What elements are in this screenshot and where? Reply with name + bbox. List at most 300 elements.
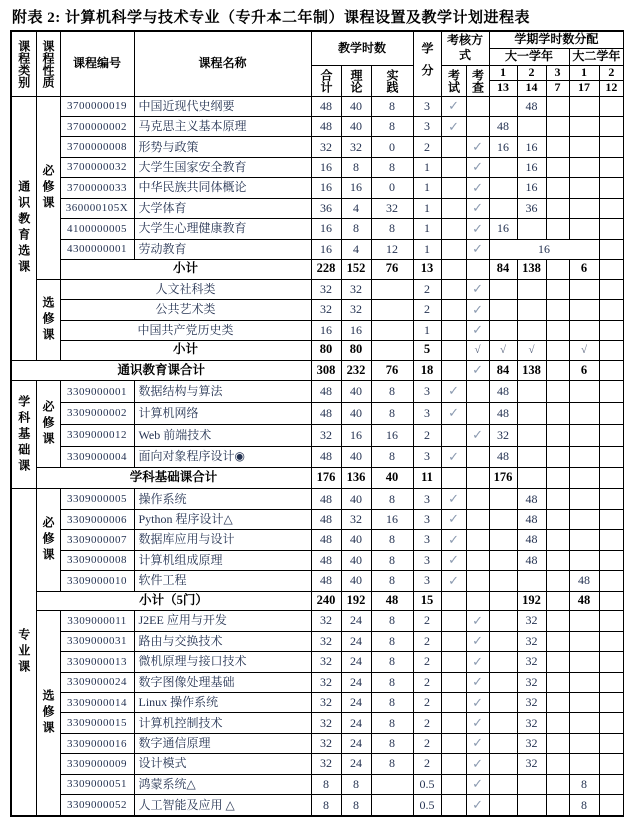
cell-credits: 1 xyxy=(413,219,441,239)
cell-year2-sem1 xyxy=(569,137,599,157)
checkmark-icon: ✓ xyxy=(466,693,489,713)
cell-year2-sem2 xyxy=(599,239,624,259)
cell-hours-theory: 152 xyxy=(341,260,371,280)
cell-course-code: 3309000001 xyxy=(60,381,134,403)
cell-hours-theory: 24 xyxy=(341,693,371,713)
cell-year2-sem2 xyxy=(599,509,624,529)
cell-year2-sem1 xyxy=(569,509,599,529)
cell-year2-sem2 xyxy=(599,320,624,340)
checkmark-icon: ✓ xyxy=(466,652,489,672)
cell-year1-sem3 xyxy=(546,795,569,816)
cell-year1-sem3 xyxy=(546,693,569,713)
cell-hours-practice: 16 xyxy=(371,509,413,529)
cell-year1-sem2 xyxy=(517,795,546,816)
cell-year1-sem2: 32 xyxy=(517,672,546,692)
cell-credits: 2 xyxy=(413,424,441,446)
cell-year2-sem2 xyxy=(599,652,624,672)
cell-hours-theory: 8 xyxy=(341,774,371,794)
section-total-label: 通识教育课合计 xyxy=(11,360,311,380)
cell-year2-sem1 xyxy=(569,219,599,239)
cell-hours-theory: 32 xyxy=(341,279,371,299)
cell-year2-sem2 xyxy=(599,754,624,774)
cell-check-cell xyxy=(466,260,489,280)
cell-year2-sem1 xyxy=(569,754,599,774)
cell-hours-theory: 40 xyxy=(341,550,371,570)
cell-hours-total: 48 xyxy=(311,446,341,468)
cell-year2-sem2 xyxy=(599,591,624,611)
cell-year2-sem2 xyxy=(599,300,624,320)
cell-year1-sem2: 36 xyxy=(517,198,546,218)
cell-hours-theory: 32 xyxy=(341,509,371,529)
cell-hours-theory: 40 xyxy=(341,446,371,468)
cell-year1-sem3 xyxy=(546,198,569,218)
checkmark-icon: ✓ xyxy=(466,320,489,340)
semester-number: 1 xyxy=(489,65,517,80)
cell-hours-total: 16 xyxy=(311,178,341,198)
cell-year2-sem1 xyxy=(569,468,599,489)
cell-hours-total: 32 xyxy=(311,733,341,753)
col-header-nature: 课程性质 xyxy=(36,31,60,96)
cell-course-code: 中国共产党历史类 xyxy=(60,320,311,340)
cell-hours-theory: 40 xyxy=(341,489,371,509)
cell-credits: 5 xyxy=(413,341,441,361)
section-total-label: 学科基础课合计 xyxy=(36,468,311,489)
cell-year2-sem2 xyxy=(599,446,624,468)
col-header-name: 课程名称 xyxy=(134,31,311,96)
cell-year1-sem2 xyxy=(517,571,546,591)
cell-credits: 3 xyxy=(413,571,441,591)
cell-check-cell xyxy=(466,489,489,509)
col-header-hours: 教学时数 xyxy=(311,31,413,65)
cell-year2-sem2 xyxy=(599,424,624,446)
semester-number: 1 xyxy=(569,65,599,80)
cell-year1-sem3 xyxy=(546,446,569,468)
cell-year1-sem1 xyxy=(489,611,517,631)
cell-hours-theory: 40 xyxy=(341,571,371,591)
cell-exam-cell xyxy=(441,320,466,340)
cell-year1-sem2 xyxy=(517,219,546,239)
cell-credits: 0.5 xyxy=(413,795,441,816)
cell-hours-theory: 32 xyxy=(341,300,371,320)
cell-year1-sem1: 16 xyxy=(489,239,599,259)
cell-year1-sem1 xyxy=(489,300,517,320)
cell-hours-theory: 40 xyxy=(341,381,371,403)
cell-year1-sem1 xyxy=(489,96,517,116)
cell-course-name: 微机原理与接口技术 xyxy=(134,652,311,672)
cell-exam-cell xyxy=(441,300,466,320)
cell-year1-sem3 xyxy=(546,424,569,446)
cell-course-name: 人工智能及应用 △ xyxy=(134,795,311,816)
cell-hours-total: 32 xyxy=(311,652,341,672)
cell-hours-theory: 40 xyxy=(341,402,371,424)
cell-year2-sem1: 48 xyxy=(569,571,599,591)
cell-year2-sem2 xyxy=(599,96,624,116)
cell-year2-sem1: 48 xyxy=(569,591,599,611)
cell-year2-sem2 xyxy=(599,341,624,361)
cell-year2-sem1 xyxy=(569,652,599,672)
cell-check-cell xyxy=(466,402,489,424)
cell-hours-total: 8 xyxy=(311,774,341,794)
cell-course-code: 3700000008 xyxy=(60,137,134,157)
cell-credits: 3 xyxy=(413,509,441,529)
checkmark-icon: ✓ xyxy=(441,446,466,468)
cell-check-cell xyxy=(466,446,489,468)
cell-exam-cell xyxy=(441,198,466,218)
cell-hours-practice: 32 xyxy=(371,198,413,218)
cell-year1-sem3 xyxy=(546,571,569,591)
cell-course-code: 3309000008 xyxy=(60,550,134,570)
col-header-assessment: 考核方式 xyxy=(441,31,489,65)
group-required: 必修课 xyxy=(36,96,60,279)
cell-hours-total: 16 xyxy=(311,157,341,177)
cell-course-code: 3309000024 xyxy=(60,672,134,692)
cell-credits: 2 xyxy=(413,693,441,713)
cell-hours-practice: 8 xyxy=(371,96,413,116)
cell-credits: 2 xyxy=(413,611,441,631)
cell-course-code: 3309000012 xyxy=(60,424,134,446)
semester-number: 3 xyxy=(546,65,569,80)
checkmark-icon: ✓ xyxy=(466,178,489,198)
cell-course-code: 3309000006 xyxy=(60,509,134,529)
cell-course-code: 3309000004 xyxy=(60,446,134,468)
cell-hours-total: 32 xyxy=(311,137,341,157)
cell-hours-total: 32 xyxy=(311,300,341,320)
cell-hours-practice xyxy=(371,279,413,299)
cell-credits: 3 xyxy=(413,550,441,570)
section-general-education: 通识教育选课 xyxy=(11,96,36,360)
cell-hours-practice: 76 xyxy=(371,360,413,380)
cell-year1-sem3 xyxy=(546,733,569,753)
cell-credits: 15 xyxy=(413,591,441,611)
cell-year2-sem1: 6 xyxy=(569,260,599,280)
col-header-practice: 实践 xyxy=(371,65,413,96)
cell-year2-sem1 xyxy=(569,489,599,509)
cell-year2-sem1 xyxy=(569,300,599,320)
cell-year1-sem2 xyxy=(517,424,546,446)
cell-hours-theory: 136 xyxy=(341,468,371,489)
group-required: 必修课 xyxy=(36,381,60,468)
cell-year1-sem2: 32 xyxy=(517,611,546,631)
cell-year1-sem1 xyxy=(489,652,517,672)
cell-exam-cell xyxy=(441,341,466,361)
cell-year2-sem2 xyxy=(599,713,624,733)
cell-hours-total: 240 xyxy=(311,591,341,611)
cell-hours-practice: 8 xyxy=(371,631,413,651)
cell-credits: 13 xyxy=(413,260,441,280)
cell-year1-sem3 xyxy=(546,360,569,380)
group-elective: 选修课 xyxy=(36,611,60,816)
cell-hours-total: 32 xyxy=(311,693,341,713)
cell-year1-sem1 xyxy=(489,733,517,753)
cell-year2-sem2 xyxy=(599,774,624,794)
cell-course-code: 3700000032 xyxy=(60,157,134,177)
cell-hours-practice xyxy=(371,795,413,816)
cell-course-name: 计算机控制技术 xyxy=(134,713,311,733)
cell-exam-cell xyxy=(441,611,466,631)
cell-hours-practice: 8 xyxy=(371,672,413,692)
cell-year2-sem2 xyxy=(599,137,624,157)
cell-credits: 3 xyxy=(413,489,441,509)
cell-hours-total: 32 xyxy=(311,713,341,733)
cell-course-name: 路由与交换技术 xyxy=(134,631,311,651)
cell-exam-cell xyxy=(441,260,466,280)
cell-year1-sem3 xyxy=(546,468,569,489)
cell-year1-sem3 xyxy=(546,178,569,198)
cell-credits: 11 xyxy=(413,468,441,489)
cell-year2-sem1 xyxy=(569,672,599,692)
cell-year1-sem3 xyxy=(546,219,569,239)
cell-hours-theory: 4 xyxy=(341,239,371,259)
cell-year2-sem2 xyxy=(599,381,624,403)
cell-year2-sem2 xyxy=(599,279,624,299)
cell-year1-sem2 xyxy=(517,774,546,794)
cell-year1-sem3 xyxy=(546,137,569,157)
checkmark-icon: ✓ xyxy=(441,571,466,591)
col-header-distribution: 学期学时数分配 xyxy=(489,31,624,48)
cell-year1-sem1: 16 xyxy=(489,219,517,239)
cell-year1-sem3 xyxy=(546,611,569,631)
cell-year1-sem1: 48 xyxy=(489,446,517,468)
cell-year1-sem1 xyxy=(489,795,517,816)
cell-year2-sem2 xyxy=(599,468,624,489)
cell-course-name: 马克思主义基本原理 xyxy=(134,116,311,136)
cell-hours-practice: 8 xyxy=(371,489,413,509)
cell-year1-sem3 xyxy=(546,96,569,116)
cell-year2-sem2 xyxy=(599,116,624,136)
cell-year1-sem2: 192 xyxy=(517,591,546,611)
cell-year1-sem2: 32 xyxy=(517,754,546,774)
checkmark-icon: ✓ xyxy=(441,509,466,529)
cell-hours-total: 16 xyxy=(311,320,341,340)
cell-hours-theory: 40 xyxy=(341,530,371,550)
checkmark-icon: ✓ xyxy=(466,713,489,733)
cell-hours-theory: 8 xyxy=(341,157,371,177)
col-header-check: 考查 xyxy=(466,65,489,96)
cell-course-name: 计算机网络 xyxy=(134,402,311,424)
cell-year2-sem1 xyxy=(569,381,599,403)
cell-exam-cell xyxy=(441,672,466,692)
cell-year2-sem1 xyxy=(569,733,599,753)
cell-course-code: 3309000014 xyxy=(60,693,134,713)
cell-year2-sem2 xyxy=(599,489,624,509)
cell-year1-sem3 xyxy=(546,157,569,177)
cell-course-name: 软件工程 xyxy=(134,571,311,591)
cell-credits: 0.5 xyxy=(413,774,441,794)
cell-year1-sem2: 48 xyxy=(517,96,546,116)
cell-year1-sem3 xyxy=(546,754,569,774)
cell-hours-theory: 40 xyxy=(341,116,371,136)
cell-hours-practice: 8 xyxy=(371,571,413,591)
cell-year2-sem1 xyxy=(569,157,599,177)
checkmark-icon: ✓ xyxy=(441,489,466,509)
cell-year1-sem1 xyxy=(489,198,517,218)
semester-weeks: 12 xyxy=(599,80,624,96)
cell-year1-sem2: 32 xyxy=(517,652,546,672)
cell-year2-sem2 xyxy=(599,219,624,239)
cell-year1-sem2: 32 xyxy=(517,693,546,713)
cell-credits: 2 xyxy=(413,137,441,157)
cell-hours-practice: 76 xyxy=(371,260,413,280)
cell-course-code: 3309000031 xyxy=(60,631,134,651)
checkmark-icon: ✓ xyxy=(441,116,466,136)
cell-year1-sem1 xyxy=(489,530,517,550)
cell-year2-sem2 xyxy=(599,550,624,570)
cell-hours-total: 48 xyxy=(311,381,341,403)
cell-exam-cell xyxy=(441,754,466,774)
cell-year2-sem1 xyxy=(569,424,599,446)
cell-course-name: 操作系统 xyxy=(134,489,311,509)
table-header xyxy=(11,31,624,96)
cell-year1-sem1 xyxy=(489,713,517,733)
cell-year1-sem1 xyxy=(489,489,517,509)
cell-year1-sem1 xyxy=(489,320,517,340)
checkmark-icon: ✓ xyxy=(466,795,489,816)
col-header-exam: 考试 xyxy=(441,65,466,96)
cell-hours-total: 36 xyxy=(311,198,341,218)
cell-year2-sem2 xyxy=(599,260,624,280)
cell-course-code: 人文社科类 xyxy=(60,279,311,299)
cell-hours-total: 48 xyxy=(311,489,341,509)
cell-hours-total: 32 xyxy=(311,672,341,692)
cell-course-code: 3700000033 xyxy=(60,178,134,198)
cell-hours-practice: 8 xyxy=(371,693,413,713)
cell-check-cell xyxy=(466,509,489,529)
cell-exam-cell xyxy=(441,631,466,651)
cell-year1-sem1: 48 xyxy=(489,381,517,403)
cell-year2-sem1 xyxy=(569,116,599,136)
cell-exam-cell xyxy=(441,652,466,672)
cell-year2-sem1 xyxy=(569,402,599,424)
cell-year1-sem1: 48 xyxy=(489,116,517,136)
col-header-theory: 理论 xyxy=(341,65,371,96)
checkmark-icon: ✓ xyxy=(466,424,489,446)
cell-hours-practice: 8 xyxy=(371,219,413,239)
cell-course-name: 形势与政策 xyxy=(134,137,311,157)
cell-credits: 3 xyxy=(413,116,441,136)
cell-course-code: 3309000009 xyxy=(60,754,134,774)
cell-year2-sem1: 8 xyxy=(569,795,599,816)
checkmark-icon: ✓ xyxy=(466,360,489,380)
cell-course-name: 大学生心理健康教育 xyxy=(134,219,311,239)
cell-year1-sem1 xyxy=(489,279,517,299)
cell-hours-theory: 8 xyxy=(341,795,371,816)
cell-hours-theory: 24 xyxy=(341,713,371,733)
cell-hours-practice: 8 xyxy=(371,157,413,177)
cell-exam-cell xyxy=(441,591,466,611)
cell-course-code: 4300000001 xyxy=(60,239,134,259)
cell-exam-cell xyxy=(441,424,466,446)
cell-year2-sem2 xyxy=(599,795,624,816)
cell-year2-sem1 xyxy=(569,631,599,651)
cell-course-name: 中国近现代史纲要 xyxy=(134,96,311,116)
cell-year2-sem2 xyxy=(599,157,624,177)
cell-year1-sem2: 48 xyxy=(517,530,546,550)
cell-year2-sem2 xyxy=(599,571,624,591)
cell-exam-cell xyxy=(441,157,466,177)
cell-credits: 2 xyxy=(413,713,441,733)
cell-course-name: 劳动教育 xyxy=(134,239,311,259)
table-body xyxy=(11,96,624,816)
cell-credits: 1 xyxy=(413,198,441,218)
cell-course-name: 面向对象程序设计◉ xyxy=(134,446,311,468)
cell-hours-practice: 8 xyxy=(371,402,413,424)
cell-hours-theory: 192 xyxy=(341,591,371,611)
cell-course-code: 360000105X xyxy=(60,198,134,218)
checkmark-icon: ✓ xyxy=(466,733,489,753)
section-professional: 专业课 xyxy=(11,489,36,816)
cell-course-name: 大学生国家安全教育 xyxy=(134,157,311,177)
cell-exam-cell xyxy=(441,219,466,239)
cell-credits: 1 xyxy=(413,320,441,340)
cell-hours-practice: 16 xyxy=(371,424,413,446)
cell-year1-sem2: 32 xyxy=(517,713,546,733)
checkmark-icon: √ xyxy=(517,341,546,361)
cell-course-code: 3309000052 xyxy=(60,795,134,816)
cell-course-name: 中华民族共同体概论 xyxy=(134,178,311,198)
document-title: 附表 2: 计算机科学与技术专业（专升本二年制）课程设置及教学计划进程表 xyxy=(12,10,530,26)
subtotal-label: 小计 xyxy=(60,260,311,280)
cell-hours-theory: 16 xyxy=(341,178,371,198)
group-required: 必修课 xyxy=(36,489,60,591)
cell-credits: 3 xyxy=(413,530,441,550)
cell-year2-sem1 xyxy=(569,96,599,116)
cell-year1-sem1 xyxy=(489,178,517,198)
cell-hours-total: 48 xyxy=(311,509,341,529)
cell-credits: 3 xyxy=(413,402,441,424)
cell-year2-sem2 xyxy=(599,402,624,424)
cell-course-code: 3700000002 xyxy=(60,116,134,136)
cell-year2-sem1 xyxy=(569,713,599,733)
cell-course-name: J2EE 应用与开发 xyxy=(134,611,311,631)
cell-credits: 2 xyxy=(413,652,441,672)
cell-credits: 2 xyxy=(413,754,441,774)
cell-year1-sem1 xyxy=(489,157,517,177)
cell-year2-sem1 xyxy=(569,198,599,218)
cell-year1-sem2: 16 xyxy=(517,178,546,198)
cell-hours-total: 32 xyxy=(311,424,341,446)
checkmark-icon: √ xyxy=(489,341,517,361)
cell-year1-sem1 xyxy=(489,754,517,774)
cell-year2-sem2 xyxy=(599,733,624,753)
cell-year1-sem1 xyxy=(489,631,517,651)
cell-check-cell xyxy=(466,571,489,591)
cell-year1-sem2 xyxy=(517,279,546,299)
cell-exam-cell xyxy=(441,360,466,380)
col-header-total: 合计 xyxy=(311,65,341,96)
cell-hours-total: 32 xyxy=(311,611,341,631)
cell-year1-sem3 xyxy=(546,713,569,733)
cell-year1-sem2: 48 xyxy=(517,489,546,509)
cell-credits: 2 xyxy=(413,733,441,753)
checkmark-icon: ✓ xyxy=(466,198,489,218)
cell-hours-practice: 8 xyxy=(371,754,413,774)
cell-hours-theory: 16 xyxy=(341,320,371,340)
cell-hours-total: 16 xyxy=(311,239,341,259)
cell-year1-sem3 xyxy=(546,341,569,361)
cell-year1-sem2: 16 xyxy=(517,137,546,157)
cell-course-name: Web 前端技术 xyxy=(134,424,311,446)
cell-course-code: 3309000016 xyxy=(60,733,134,753)
cell-year1-sem2: 48 xyxy=(517,550,546,570)
cell-hours-total: 32 xyxy=(311,279,341,299)
cell-course-code: 3309000010 xyxy=(60,571,134,591)
cell-hours-practice: 8 xyxy=(371,713,413,733)
cell-credits: 2 xyxy=(413,631,441,651)
cell-hours-total: 176 xyxy=(311,468,341,489)
checkmark-icon: ✓ xyxy=(441,402,466,424)
cell-year1-sem3 xyxy=(546,402,569,424)
checkmark-icon: ✓ xyxy=(441,530,466,550)
